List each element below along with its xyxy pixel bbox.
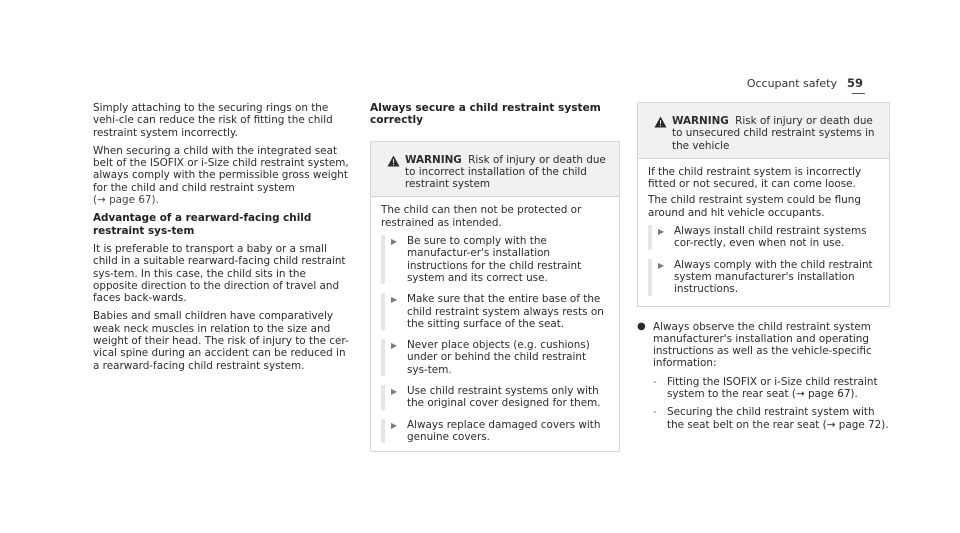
instruction-list bbox=[648, 225, 879, 295]
page-header bbox=[747, 76, 863, 90]
header-rule bbox=[852, 93, 865, 94]
warning-body bbox=[371, 197, 619, 451]
paragraph bbox=[93, 145, 353, 206]
step-text: Make sure that the entire base of the child restraint system always rests on the sitting surface of the seat. bbox=[407, 293, 604, 330]
step-text: Always comply with the child restraint system manufacturer's installation instructions. bbox=[674, 258, 873, 296]
instruction-step bbox=[381, 419, 609, 444]
step-bar bbox=[648, 225, 652, 250]
warning-body bbox=[638, 159, 889, 306]
warning-header bbox=[638, 103, 889, 152]
warning-triangle-icon bbox=[381, 154, 405, 191]
instruction-step bbox=[381, 235, 609, 284]
instruction-list bbox=[381, 235, 609, 443]
paragraph: Babies and small children have comparatively weak neck muscles in relation to the size and weight of their head. The risk of injury to the cer-vical spine during an accident can be reduced in a rearward-facing child restraint system. bbox=[93, 310, 349, 372]
step-arrow-icon: ▶ bbox=[391, 387, 398, 397]
instruction-step bbox=[648, 225, 879, 250]
warning-message: Risk of injury or death due to unsecured child restraint systems in the vehicle bbox=[672, 115, 875, 152]
step-bar bbox=[381, 235, 385, 284]
warning-triangle-icon bbox=[648, 115, 672, 152]
dash-list bbox=[653, 376, 890, 431]
page-number: 59 bbox=[846, 76, 863, 90]
warning-text bbox=[672, 115, 877, 152]
dash-list-item bbox=[653, 376, 890, 401]
step-arrow-icon: ▶ bbox=[658, 227, 665, 237]
page-reference-link[interactable]: (→ page 67). bbox=[93, 194, 159, 207]
step-arrow-icon: ▶ bbox=[391, 341, 398, 351]
step-text: Use child restraint systems only with the original cover designed for them. bbox=[407, 385, 601, 410]
dash-item-text[interactable]: Securing the child restraint system with the seat belt on the rear seat (→ page 72). bbox=[667, 406, 889, 431]
warning-header bbox=[371, 142, 619, 191]
warning-box bbox=[637, 102, 890, 307]
step-text: Be sure to comply with the manufactur-er's installation instructions for the child restraint system and its correct use. bbox=[407, 235, 582, 284]
dash-marker: - bbox=[653, 375, 657, 388]
warning-message: Risk of injury or death due to incorrect installation of the child restraint system bbox=[405, 153, 606, 191]
warning-body-text: The child restraint system could be flung around and hit vehicle occupants. bbox=[648, 194, 861, 219]
step-bar bbox=[381, 419, 385, 444]
warning-label: WARNING bbox=[405, 153, 462, 166]
warning-body-text: If the child restraint system is incorrectly fitted or not secured, it can come loose. bbox=[648, 165, 862, 191]
bullet-item bbox=[637, 321, 890, 437]
warning-text bbox=[405, 154, 607, 191]
paragraph: It is preferable to transport a baby or a small child in a suitable rearward-facing child restraint sys-tem. In this case, the child sits in the opposite direction to the direction of travel and faces back-wards. bbox=[93, 242, 346, 305]
column-middle bbox=[370, 102, 620, 452]
step-arrow-icon: ▶ bbox=[391, 237, 398, 247]
subheading: Advantage of a rearward-facing child restraint sys-tem bbox=[93, 212, 312, 237]
dash-item-text[interactable]: Fitting the ISOFIX or i-Size child restraint system to the rear seat (→ page 67). bbox=[667, 375, 878, 401]
step-text: Always replace damaged covers with genuine covers. bbox=[407, 418, 601, 443]
step-text: Always install child restraint systems cor-rectly, even when not in use. bbox=[674, 225, 867, 250]
step-arrow-icon: ▶ bbox=[658, 260, 665, 270]
paragraph: Simply attaching to the securing rings on the vehi-cle can reduce the risk of fitting the child restraint system incorrectly. bbox=[93, 102, 333, 139]
instruction-step bbox=[648, 259, 879, 296]
dash-marker: - bbox=[653, 406, 657, 419]
step-bar bbox=[381, 293, 385, 330]
section-heading: Always secure a child restraint system correctly bbox=[370, 102, 601, 127]
step-bar bbox=[648, 259, 652, 296]
step-bar bbox=[381, 385, 385, 410]
bullet-dot: ● bbox=[637, 320, 646, 332]
instruction-step bbox=[381, 385, 609, 410]
step-arrow-icon: ▶ bbox=[391, 420, 398, 430]
section-title: Occupant safety bbox=[746, 77, 837, 90]
instruction-step bbox=[381, 339, 609, 376]
instruction-step bbox=[381, 293, 609, 330]
paragraph-text: When securing a child with the integrated seat belt of the ISOFIX or i-Size child restraint system, always comply with the permissible gross weight for the child and child restraint system bbox=[93, 144, 349, 194]
step-text: Never place objects (e.g. cushions) under or behind the child restraint sys-tem. bbox=[407, 339, 590, 376]
warning-box bbox=[370, 141, 620, 453]
bullet-text: Always observe the child restraint system manufacturer's installation and operating instructions as well as the vehicle-specific information: bbox=[653, 320, 872, 370]
warning-label: WARNING bbox=[672, 115, 729, 127]
column-left bbox=[93, 102, 353, 378]
step-bar bbox=[381, 339, 385, 376]
warning-body-text: The child can then not be protected or restrained as intended. bbox=[381, 204, 582, 229]
dash-list-item bbox=[653, 406, 890, 431]
step-arrow-icon: ▶ bbox=[391, 295, 398, 305]
column-right bbox=[637, 102, 890, 437]
